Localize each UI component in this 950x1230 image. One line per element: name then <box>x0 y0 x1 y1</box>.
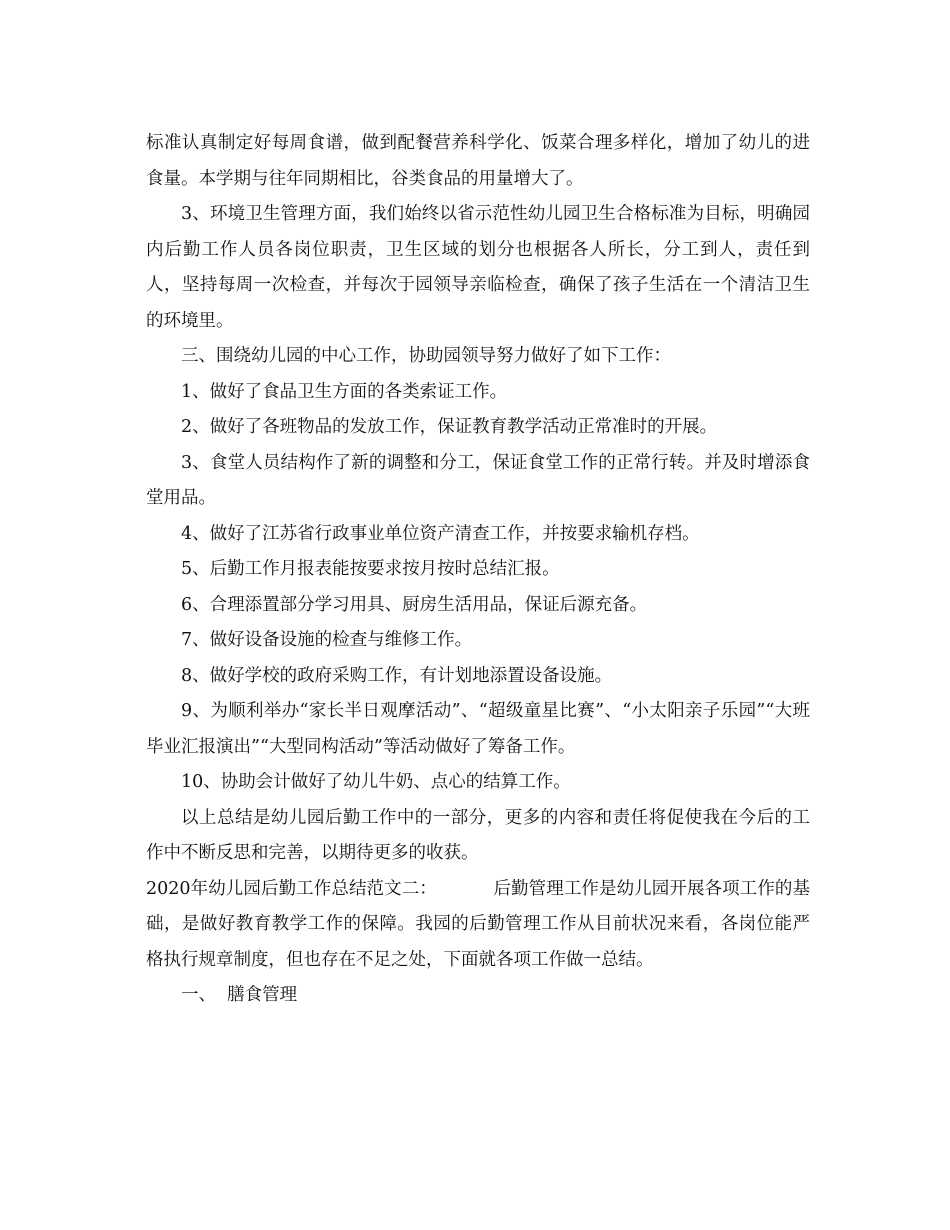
paragraph-text: 后勤管理工作是幼儿园开展各项工作的基础，是做好教育教学工作的保障。我园的后勤管理工作从目前状况来看，各岗位能严格执行规章制度，但也存在不足之处，下面就各项工作做一总结。 <box>146 878 810 970</box>
list-item: 3、食堂人员结构作了新的调整和分工，保证食堂工作的正常行转。并及时增添食堂用品。 <box>146 452 810 508</box>
paragraph: 3、环境卫生管理方面，我们始终以省示范性幼儿园卫生合格标准为目标，明确园内后勤工作人员各岗位职责，卫生区域的划分也根据各人所长，分工到人，责任到人，坚持每周一次检查，并每次于园领导亲临检查，确保了孩子生活在一个清洁卫生的环境里。 <box>146 204 810 331</box>
section-heading: 一、 膳食管理 <box>181 985 298 1005</box>
list-item: 4、做好了江苏省行政事业单位资产清查工作，并按要求输机存档。 <box>181 523 700 544</box>
paragraph: 标准认真制定好每周食谱，做到配餐营养科学化、饭菜合理多样化，增加了幼儿的进食量。本学期与往年同期相比，谷类食品的用量增大了。 <box>146 133 810 189</box>
list-item: 2、做好了各班物品的发放工作，保证教育教学活动正常准时的开展。 <box>181 417 718 437</box>
list-item: 10、协助会计做好了幼儿牛奶、点心的结算工作。 <box>181 772 571 792</box>
document-body <box>146 126 810 1014</box>
paragraph: 以上总结是幼儿园后勤工作中的一部分，更多的内容和责任将促使我在今后的工作中不断反思和完善，以期待更多的收获。 <box>146 807 810 863</box>
list-item: 5、后勤工作月报表能按要求按月按时总结汇报。 <box>181 559 560 579</box>
list-item: 9、为顺利举办“家长半日观摩活动”、“超级童星比赛”、“小太阳亲子乐园”“大班毕业汇报演出”“大型同构活动”等活动做好了筹备工作。 <box>146 701 810 757</box>
paragraph <box>146 872 810 979</box>
list-item: 7、做好设备设施的检查与维修工作。 <box>181 630 473 650</box>
list-item: 8、做好学校的政府采购工作，有计划地添置设备设施。 <box>181 665 613 686</box>
article-title: 2020年幼儿园后勤工作总结范文二： <box>146 878 437 899</box>
list-item: 6、合理添置部分学习用具、厨房生活用品，保证后源充备。 <box>181 594 648 615</box>
list-item: 1、做好了食品卫生方面的各类索证工作。 <box>181 381 508 402</box>
section-heading: 三、围绕幼儿园的中心工作，协助园领导努力做好了如下工作： <box>181 346 671 366</box>
